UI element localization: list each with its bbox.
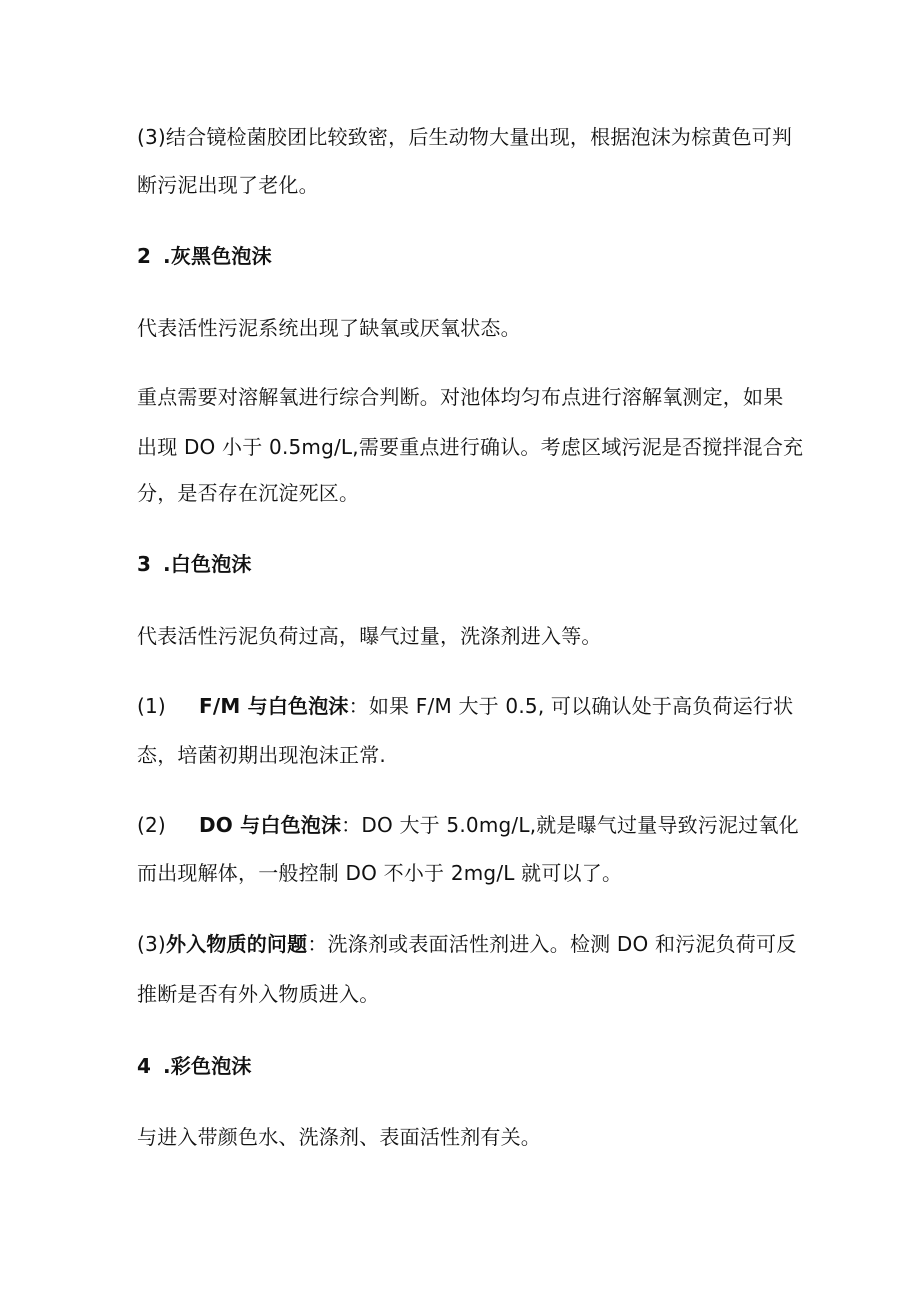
list-item-text: ：洗涤剂或表面活性剂进入。检测 DO 和污泥负荷可反 xyxy=(307,932,797,956)
paragraph-line: 代表活性污泥负荷过高，曝气过量，洗涤剂进入等。 xyxy=(137,624,602,648)
section-heading-3 xyxy=(137,550,252,578)
heading-title: .灰黑色泡沫 xyxy=(163,244,272,268)
list-item-label: F/M 与白色泡沫 xyxy=(199,694,349,718)
list-item-2 xyxy=(137,811,799,839)
list-item-index: (3) xyxy=(137,932,166,956)
list-item-continuation: 而出现解体，一般控制 DO 不小于 2mg/L 就可以了。 xyxy=(137,861,623,885)
list-item-text: ：DO 大于 5.0mg/L,就是曝气过量导致污泥过氧化 xyxy=(341,813,799,837)
list-item-label: 外入物质的问题 xyxy=(165,932,308,956)
list-item-index: (2) xyxy=(137,813,166,837)
heading-number: 2 xyxy=(137,244,152,268)
heading-title: .彩色泡沫 xyxy=(163,1054,252,1078)
list-item-index: (1) xyxy=(137,694,166,718)
paragraph-line: 代表活性污泥系统出现了缺氧或厌氧状态。 xyxy=(137,316,521,340)
paragraph-line: 重点需要对溶解氧进行综合判断。对池体均匀布点进行溶解氧测定，如果 xyxy=(137,385,784,409)
paragraph-line: 出现 DO 小于 0.5mg/L,需要重点进行确认。考虑区域污泥是否搅拌混合充 xyxy=(137,435,804,459)
heading-number: 3 xyxy=(137,552,152,576)
paragraph-line: (3)结合镜检菌胶团比较致密，后生动物大量出现，根据泡沫为棕黄色可判 xyxy=(137,125,793,149)
list-item-label: DO 与白色泡沫 xyxy=(199,813,342,837)
paragraph-line: 断污泥出现了老化。 xyxy=(137,173,319,197)
list-item-3 xyxy=(137,930,796,958)
section-heading-4 xyxy=(137,1052,252,1080)
list-item-text: ：如果 F/M 大于 0.5, 可以确认处于高负荷运行状 xyxy=(348,694,794,718)
paragraph-line: 与进入带颜色水、洗涤剂、表面活性剂有关。 xyxy=(137,1125,541,1149)
heading-title: .白色泡沫 xyxy=(163,552,252,576)
section-heading-2 xyxy=(137,242,272,270)
list-item-continuation: 推断是否有外入物质进入。 xyxy=(137,982,380,1006)
list-item-continuation: 态，培菌初期出现泡沫正常. xyxy=(137,743,386,767)
heading-number: 4 xyxy=(137,1054,152,1078)
list-item-1 xyxy=(137,692,793,720)
paragraph-line: 分，是否存在沉淀死区。 xyxy=(137,481,360,505)
